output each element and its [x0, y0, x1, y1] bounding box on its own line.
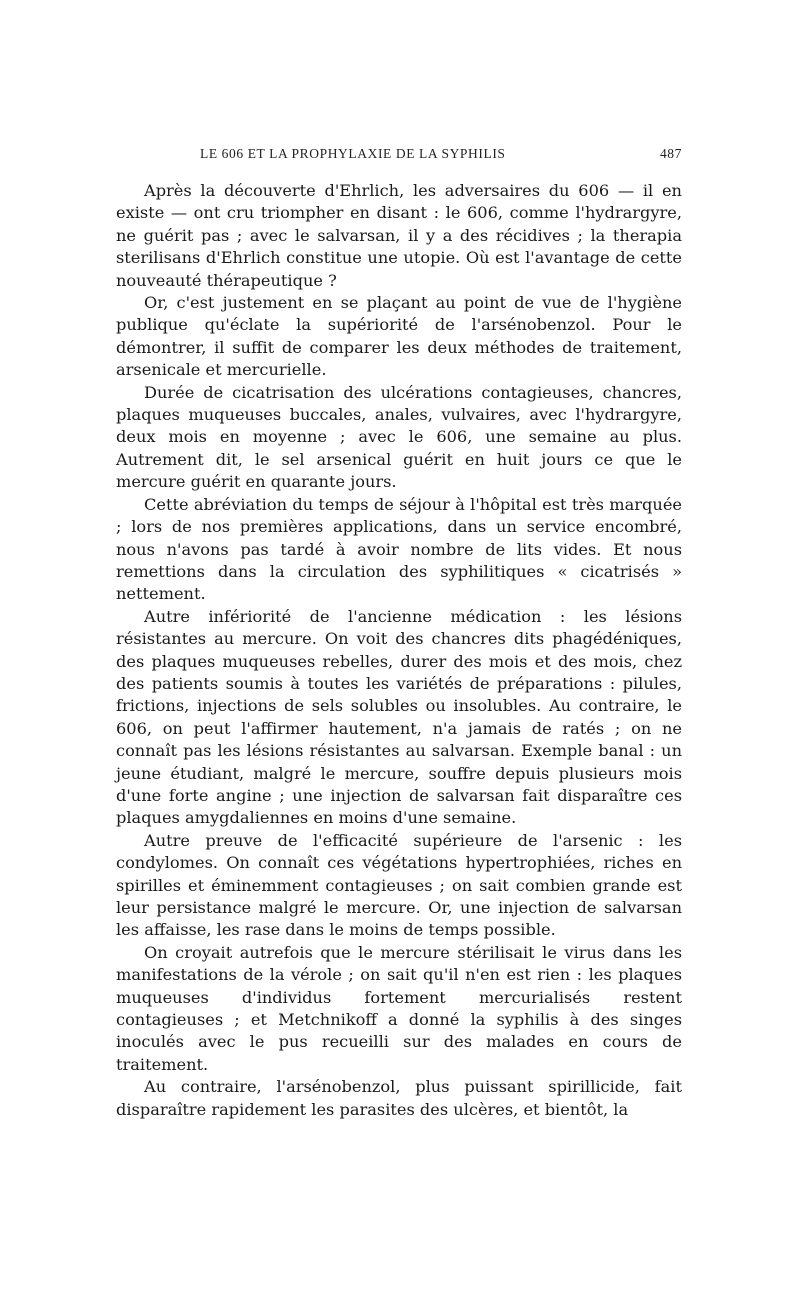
paragraph-public-hygiene: Or, c'est justement en se plaçant au point de vue de l'hygiène publique qu'éclate la supériorité de l'arsénobenzol. Pour le démontrer, il suffit de comparer les deux méthodes de traitement, arsenicale et mercurielle. [116, 293, 682, 380]
body-text [116, 180, 682, 1121]
paragraph-arsenobenzol-contrary: Au contraire, l'arsénobenzol, plus puissant spirillicide, fait disparaître rapidement les parasites des ulcères, et bientôt, la [116, 1077, 682, 1119]
paragraph-condylomes: Autre preuve de l'efficacité supérieure de l'arsenic : les condylomes. On connaît ces végétations hypertrophiées, riches en spirilles et éminemment contagieuses ; on sait combien grande est leur persistance malgré le mercure. Or, une injection de salvarsan les affaisse, les rase dans le moins de temps possible. [116, 830, 682, 940]
page-number: 487 [659, 146, 682, 161]
paragraph-hospital-stay: Cette abréviation du temps de séjour à l'hôpital est très marquée ; lors de nos premières applications, dans un service encombré, nous n'avons pas tardé à avoir nombre de lits vides. Et nous remettions dans la circulation des syphilitiques « cicatrisés » nettement. [116, 494, 682, 604]
paragraph-resistant-lesions: Autre infériorité de l'ancienne médication : les lésions résistantes au mercure. On voit des chancres dits phagédéniques, des plaques muqueuses rebelles, durer des mois et des mois, chez des patients soumis à toutes les variétés de préparations : pilules, frictions, injections de sels solubles ou insolubles. Au contraire, le 606, on peut l'affirmer hautement, n'a jamais de ratés ; on ne connaît pas les lésions résistantes au salvarsan. Exemple banal : un jeune étudiant, malgré le mercure, souffre depuis plusieurs mois d'une forte angine ; une injection de salvarsan fait disparaître ces plaques amygdaliennes en moins d'une semaine. [116, 606, 682, 828]
paragraph-cicatrisation-duration: Durée de cicatrisation des ulcérations contagieuses, chancres, plaques muqueuses buccales, anales, vulvaires, avec l'hydrargyre, deux mois en moyenne ; avec le 606, une semaine au plus. Autrement dit, le sel arsenical guérit en huit jours ce que le mercure guérit en quarante jours. [116, 382, 682, 492]
paragraph-after-discovery: Après la découverte d'Ehrlich, les adversaires du 606 — il en existe — ont cru triompher en disant : le 606, comme l'hydrargyre, ne guérit pas ; avec le salvarsan, il y a des récidives ; la therapia sterilisans d'Ehrlich constitue une utopie. Où est l'avantage de cette nouveauté thérapeutique ? [116, 181, 682, 290]
paragraph-mercury-sterilisation: On croyait autrefois que le mercure stérilisait le virus dans les manifestations de la vérole ; on sait qu'il n'en est rien : les plaques muqueuses d'individus fortement mercurialisés restent contagieuses ; et Metchnikoff a donné la syphilis à des singes inoculés avec le pus recueilli sur des malades en cours de traitement. [116, 942, 682, 1074]
running-title: LE 606 ET LA PROPHYLAXIE DE LA SYPHILIS [200, 146, 506, 161]
running-head [116, 146, 682, 168]
